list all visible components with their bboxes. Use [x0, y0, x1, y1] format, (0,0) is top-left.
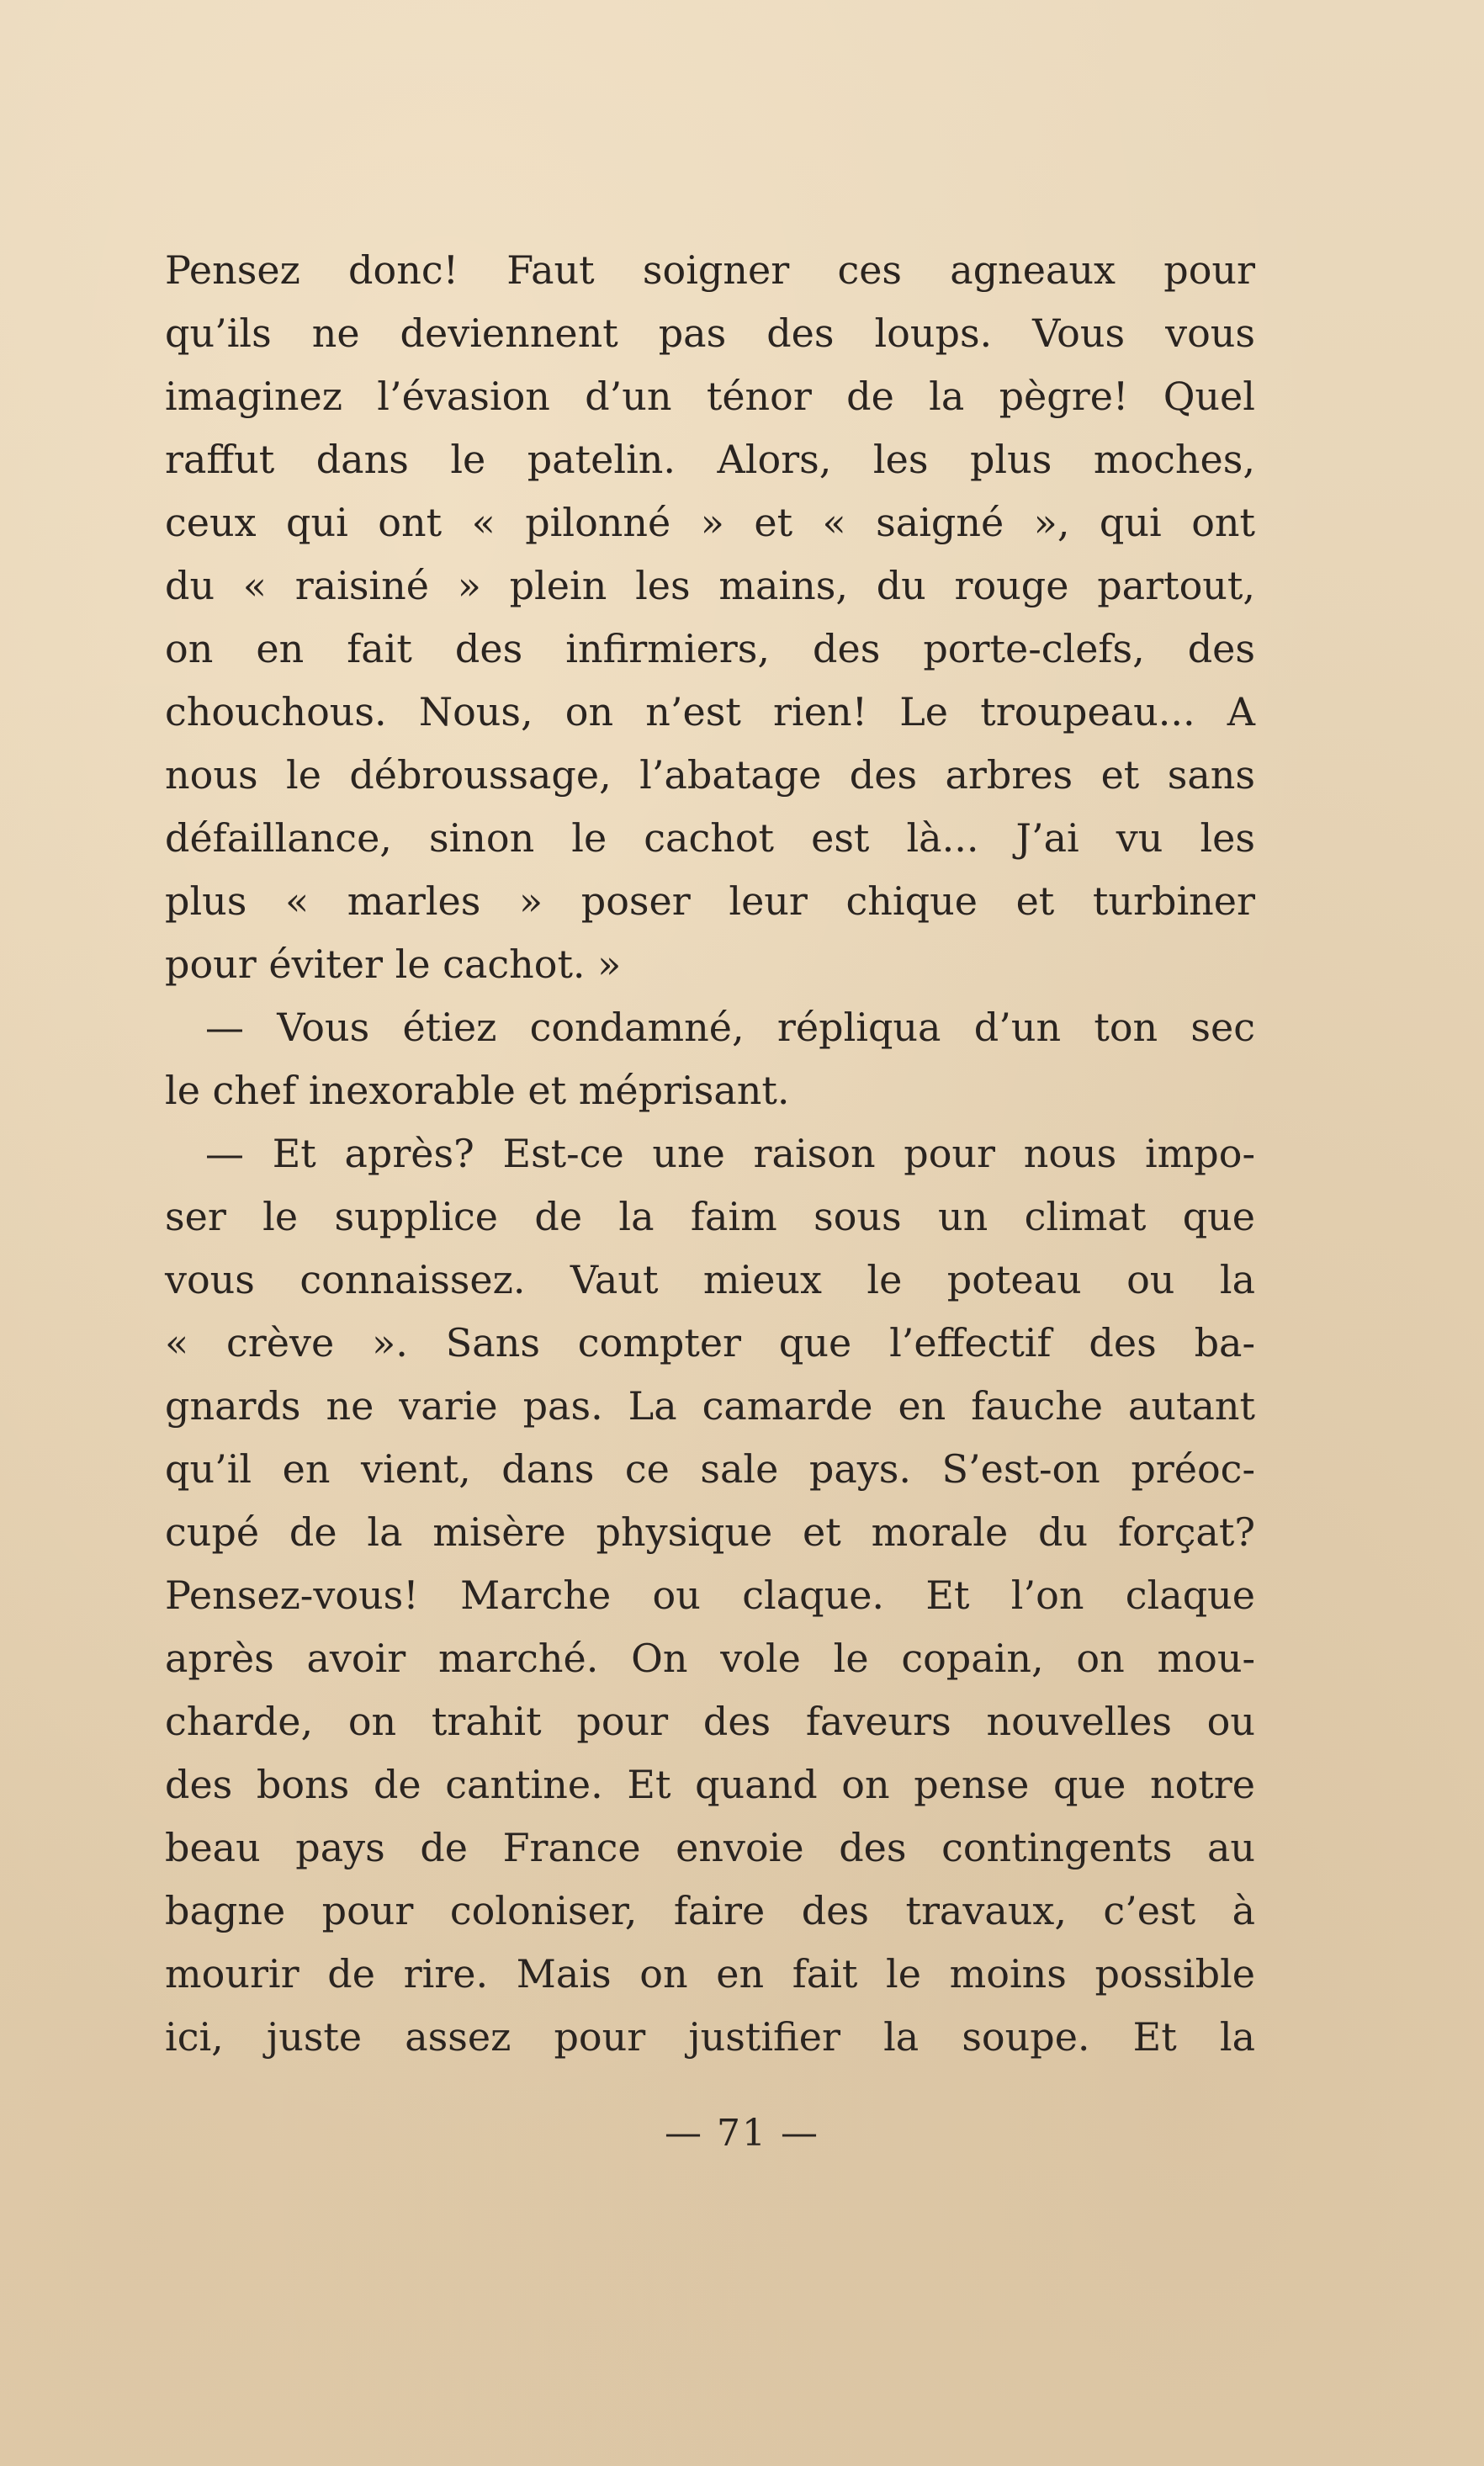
- text-line: charde, on trahit pour des faveurs nouvelles ou: [165, 1699, 1255, 1744]
- text-line: des bons de cantine. Et quand on pense que notre: [165, 1762, 1255, 1807]
- page-number: — 71 —: [665, 2112, 819, 2155]
- text-line: le chef inexorable et méprisant.: [165, 1068, 790, 1113]
- text-line: — Vous étiez condamné, répliqua d’un ton sec: [205, 1005, 1255, 1050]
- text-line: gnards ne varie pas. La camarde en fauche autant: [165, 1383, 1255, 1429]
- text-line: Pensez-vous! Marche ou claque. Et l’on claque: [165, 1572, 1255, 1618]
- body-text: [165, 239, 1255, 2069]
- text-line: vous connaissez. Vaut mieux le poteau ou la: [165, 1257, 1255, 1302]
- text-line: ser le supplice de la faim sous un climat que: [165, 1194, 1255, 1239]
- text-line: chouchous. Nous, on n’est rien! Le troupeau... A: [165, 689, 1255, 734]
- text-line: mourir de rire. Mais on en fait le moins possible: [165, 1951, 1255, 1997]
- text-line: qu’ils ne deviennent pas des loups. Vous vous: [165, 310, 1255, 356]
- text-line: beau pays de France envoie des contingents au: [165, 1825, 1255, 1870]
- text-line: bagne pour coloniser, faire des travaux, c’est à: [165, 1888, 1255, 1933]
- text-line: on en fait des infirmiers, des porte-clefs, des: [165, 626, 1255, 671]
- text-line: nous le débroussage, l’abatage des arbres et sans: [165, 752, 1255, 798]
- text-line: raffut dans le patelin. Alors, les plus moches,: [165, 437, 1255, 482]
- text-line: du « raisiné » plein les mains, du rouge partout,: [165, 563, 1255, 608]
- text-line: qu’il en vient, dans ce sale pays. S’est-on préoc-: [165, 1446, 1255, 1492]
- text-line: Pensez donc! Faut soigner ces agneaux pour: [165, 247, 1255, 293]
- text-line: ceux qui ont « pilonné » et « saigné », qui ont: [165, 500, 1255, 545]
- text-line: cupé de la misère physique et morale du forçat?: [165, 1509, 1255, 1555]
- text-line: pour éviter le cachot. »: [165, 941, 622, 987]
- text-line: après avoir marché. On vole le copain, on mou-: [165, 1636, 1255, 1681]
- text-line: « crève ». Sans compter que l’effectif des ba-: [165, 1320, 1255, 1366]
- text-line: imaginez l’évasion d’un ténor de la pègre! Quel: [165, 374, 1255, 419]
- text-line: plus « marles » poser leur chique et turbiner: [165, 878, 1255, 924]
- text-line: défaillance, sinon le cachot est là... J’ai vu les: [165, 815, 1255, 861]
- text-line: — Et après? Est-ce une raison pour nous impo-: [205, 1131, 1255, 1176]
- text-line: ici, juste assez pour justifier la soupe. Et la: [165, 2014, 1255, 2060]
